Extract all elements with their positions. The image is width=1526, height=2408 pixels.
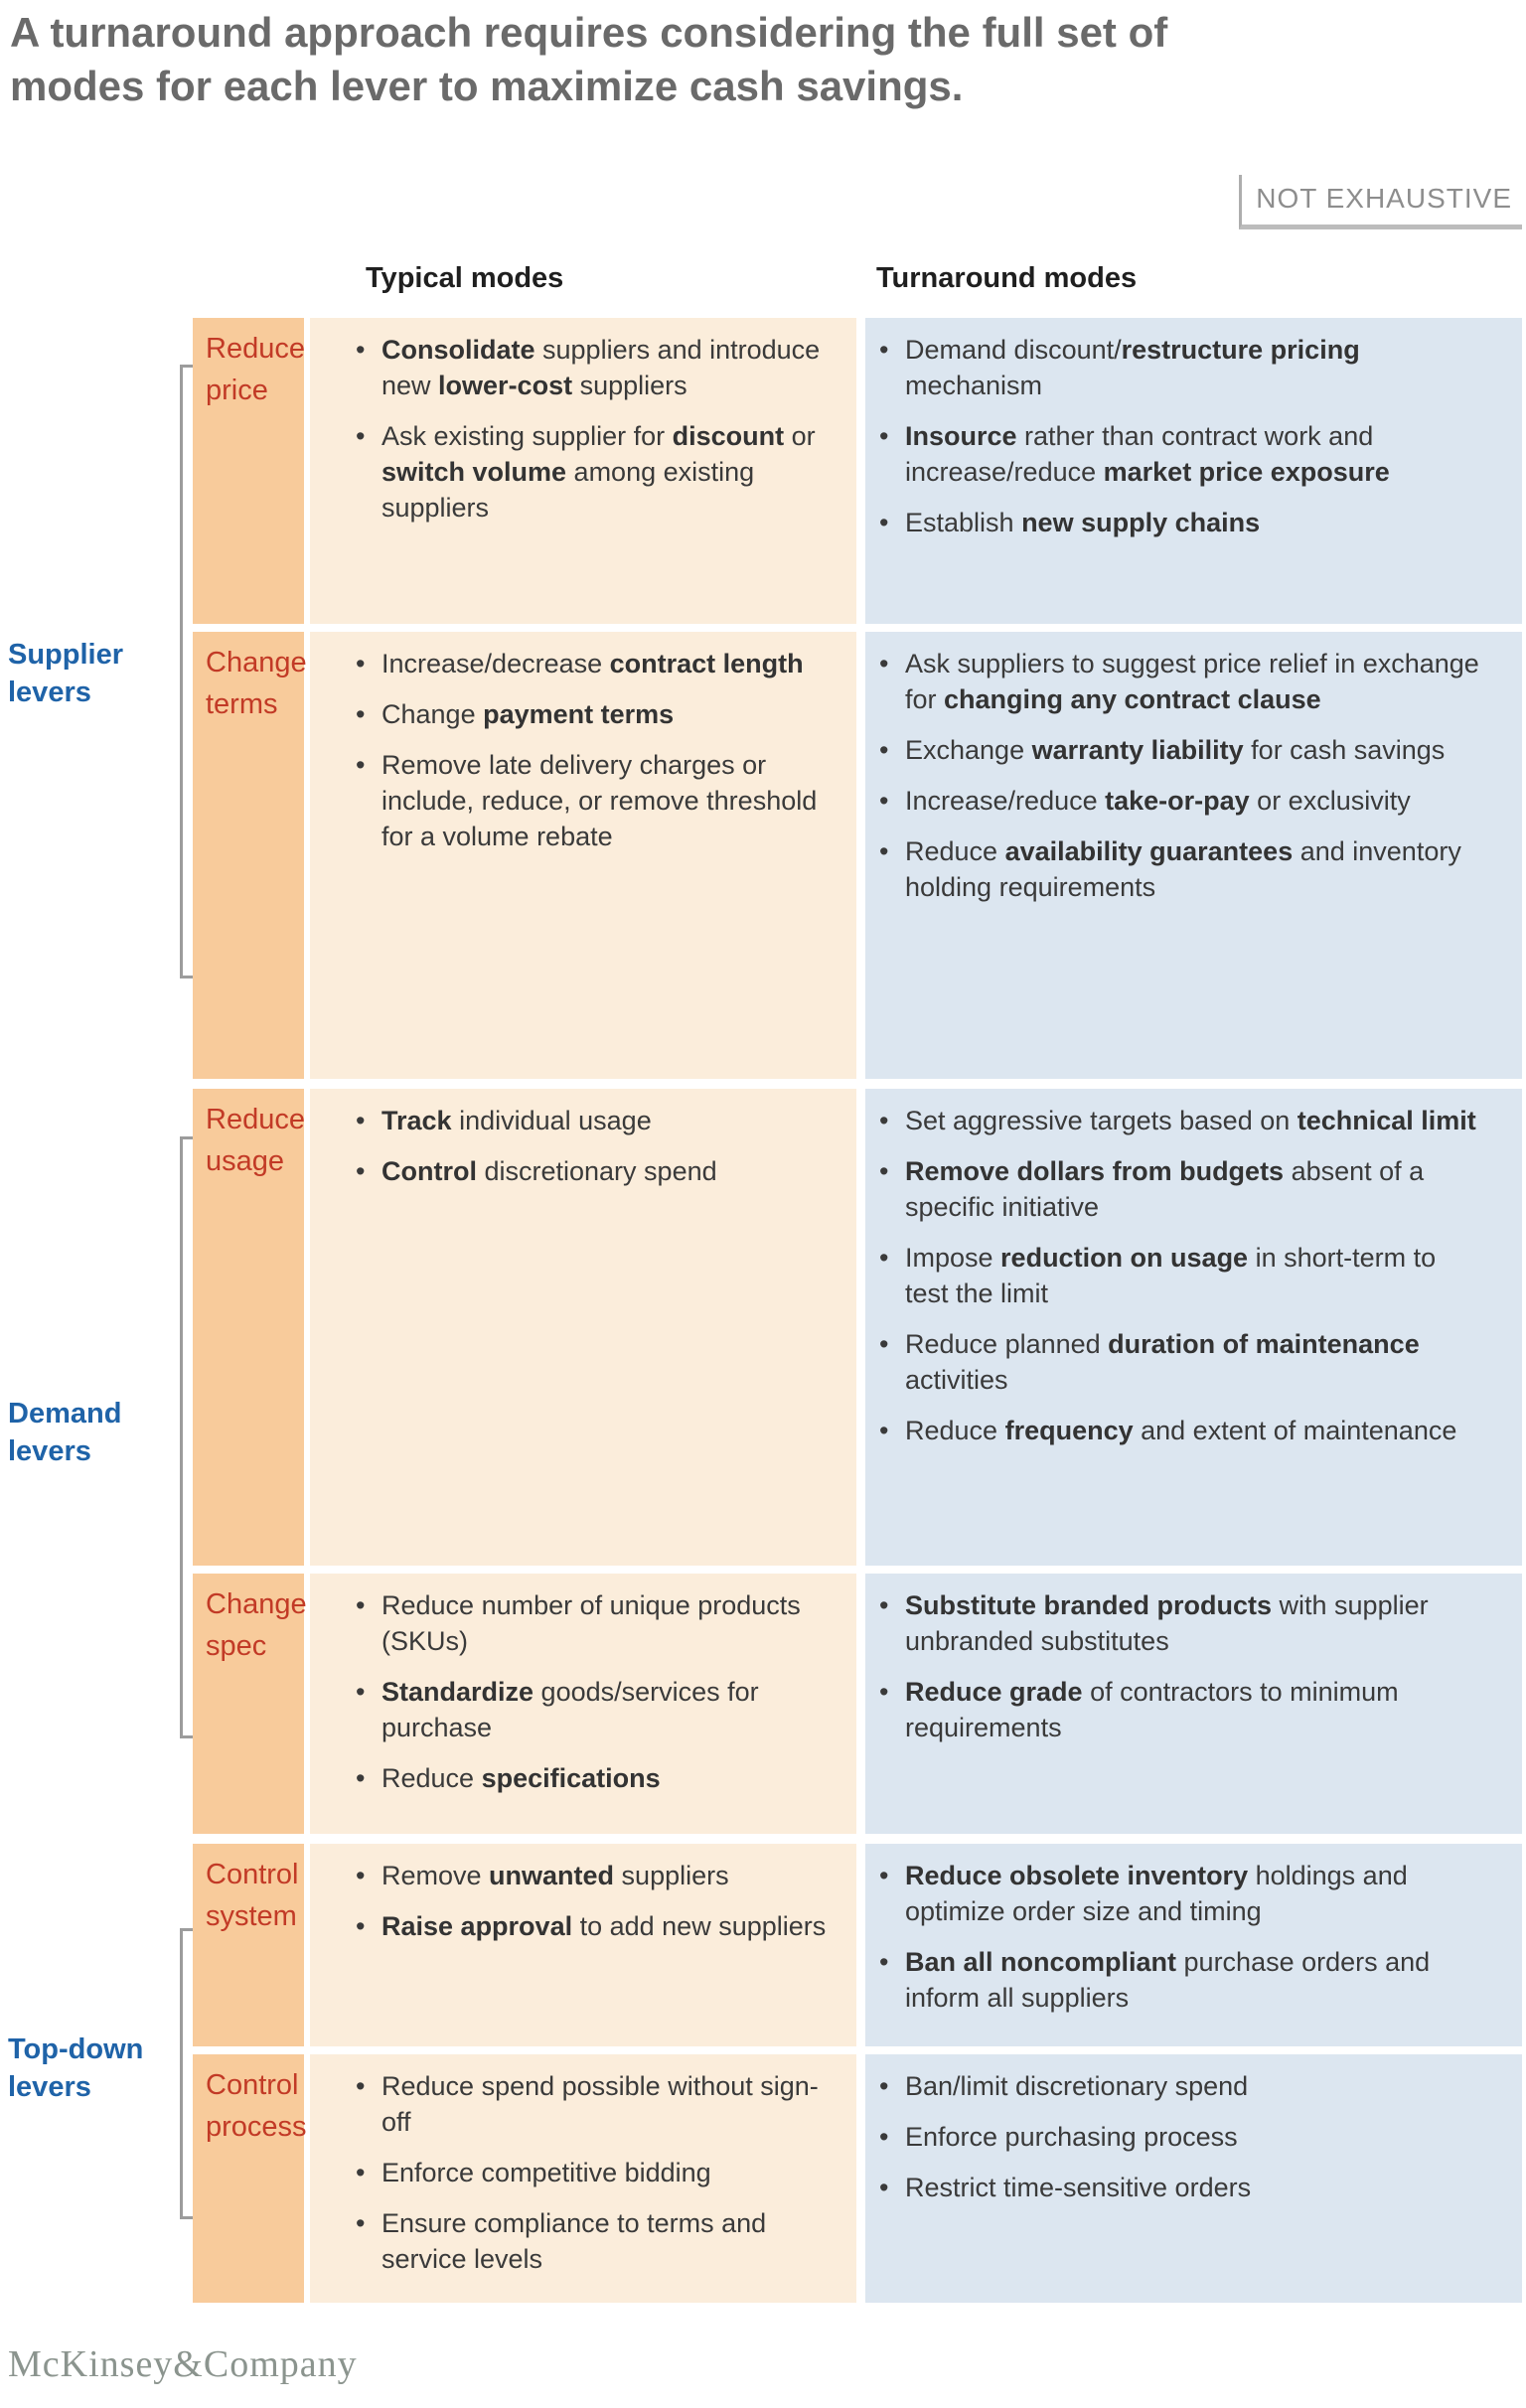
- bullet-item: [879, 1103, 1484, 1138]
- bullet-icon: •: [356, 1106, 366, 1135]
- turnaround-cell-reduce-usage: [865, 1089, 1522, 1566]
- bullet-icon: •: [356, 1156, 366, 1186]
- bullet-icon: •: [879, 2071, 889, 2101]
- bullet-icon: •: [879, 1590, 889, 1620]
- bullet-item: [356, 1153, 829, 1189]
- bullet-item: [356, 1908, 829, 1944]
- bullet-icon: •: [879, 421, 889, 451]
- bullet-text: Demand discount/restructure pricing mechanism: [905, 335, 1360, 400]
- bullet-icon: •: [879, 735, 889, 765]
- bullet-text: Increase/reduce take-or-pay or exclusivity: [905, 786, 1411, 816]
- bullet-text: Track individual usage: [382, 1106, 652, 1135]
- bullet-item: [356, 646, 829, 681]
- bullet-text: Reduce grade of contractors to minimum requirements: [905, 1677, 1399, 1742]
- bullet-item: [879, 646, 1484, 717]
- bullet-item: [356, 2068, 829, 2140]
- bullet-icon: •: [356, 1861, 366, 1890]
- bullet-item: [879, 418, 1484, 490]
- exhibit-title: A turnaround approach requires considering the full set of modes for each lever to maximize cash savings.: [10, 9, 1168, 109]
- lever-box-change-terms: Change terms: [193, 632, 304, 1079]
- bullet-icon: •: [879, 649, 889, 678]
- bullet-text: Reduce availability guarantees and inventory holding requirements: [905, 836, 1461, 902]
- bullet-text: Impose reduction on usage in short-term to test the limit: [905, 1243, 1437, 1308]
- typical-cell-reduce-price: [310, 318, 856, 624]
- bullet-text: Enforce competitive bidding: [382, 2158, 711, 2187]
- bullet-text: Change payment terms: [382, 699, 675, 729]
- bullet-text: Ensure compliance to terms and service levels: [382, 2208, 767, 2274]
- bullet-text: Ban all noncompliant purchase orders and inform all suppliers: [905, 1947, 1431, 2013]
- bullet-icon: •: [356, 421, 366, 451]
- bullet-icon: •: [879, 836, 889, 866]
- bullet-text: Ban/limit discretionary spend: [905, 2071, 1249, 2101]
- bullet-text: Reduce specifications: [382, 1763, 661, 1793]
- bullet-icon: •: [879, 786, 889, 816]
- bullet-icon: •: [879, 2122, 889, 2152]
- bullet-icon: •: [356, 2208, 366, 2238]
- bullet-text: Ask existing supplier for discount or switch volume among existing suppliers: [382, 421, 816, 523]
- bullet-item: [879, 2068, 1484, 2104]
- bullet-icon: •: [356, 649, 366, 678]
- bullet-text: Control discretionary spend: [382, 1156, 717, 1186]
- bullet-icon: •: [356, 2158, 366, 2187]
- group-label-demand-levers: Demand levers: [8, 1398, 122, 1467]
- bullet-icon: •: [879, 1156, 889, 1186]
- bullet-text: Enforce purchasing process: [905, 2122, 1238, 2152]
- mckinsey-company-logo: McKinsey&Company: [8, 2343, 358, 2385]
- bullet-text: Reduce obsolete inventory holdings and optimize order size and timing: [905, 1861, 1408, 1926]
- bullet-item: [879, 2119, 1484, 2155]
- typical-cell-reduce-usage: [310, 1089, 856, 1566]
- lever-box-control-process: Control process: [193, 2054, 304, 2303]
- column-header-typical: Typical modes: [366, 262, 564, 294]
- bullet-text: Consolidate suppliers and introduce new lower-cost suppliers: [382, 335, 821, 400]
- bullet-text: Raise approval to add new suppliers: [382, 1911, 827, 1941]
- bullet-text: Remove late delivery charges or include, reduce, or remove threshold for a volume rebate: [382, 750, 818, 851]
- bullet-text: Establish new supply chains: [905, 508, 1261, 537]
- bullet-icon: •: [879, 1947, 889, 1977]
- bullet-text: Remove unwanted suppliers: [382, 1861, 729, 1890]
- lever-box-reduce-price: Reduce price: [193, 318, 304, 624]
- bullet-item: [356, 1103, 829, 1138]
- bullet-text: Increase/decrease contract length: [382, 649, 804, 678]
- bullet-item: [356, 332, 829, 403]
- bullet-icon: •: [879, 2173, 889, 2202]
- bullet-text: Ask suppliers to suggest price relief in exchange for changing any contract clause: [905, 649, 1479, 714]
- turnaround-cell-change-spec: [865, 1574, 1522, 1834]
- bullet-icon: •: [356, 1590, 366, 1620]
- bullet-icon: •: [879, 1243, 889, 1273]
- bullet-item: [879, 1153, 1484, 1225]
- bullet-icon: •: [879, 335, 889, 365]
- bullet-item: [879, 732, 1484, 768]
- bullet-icon: •: [356, 699, 366, 729]
- typical-cell-control-system: [310, 1844, 856, 2046]
- typical-cell-change-terms: [310, 632, 856, 1079]
- lever-box-control-system: Control system: [193, 1844, 304, 2046]
- bullet-item: [879, 332, 1484, 403]
- bullet-item: [356, 1760, 829, 1796]
- bullet-item: [356, 2155, 829, 2190]
- bullet-item: [879, 505, 1484, 540]
- bullet-item: [356, 747, 829, 854]
- turnaround-cell-reduce-price: [865, 318, 1522, 624]
- bullet-item: [879, 1240, 1484, 1311]
- group-label-supplier-levers: Supplier levers: [8, 639, 124, 708]
- bullet-icon: •: [879, 1677, 889, 1707]
- bullet-item: [879, 1587, 1484, 1659]
- bullet-text: Remove dollars from budgets absent of a specific initiative: [905, 1156, 1425, 1222]
- bullet-icon: •: [356, 750, 366, 780]
- bullet-text: Reduce frequency and extent of maintenance: [905, 1416, 1457, 1445]
- bullet-text: Reduce number of unique products (SKUs): [382, 1590, 801, 1656]
- bullet-icon: •: [879, 1416, 889, 1445]
- bullet-text: Standardize goods/services for purchase: [382, 1677, 759, 1742]
- bullet-text: Substitute branded products with supplier unbranded substitutes: [905, 1590, 1429, 1656]
- bullet-item: [879, 1944, 1484, 2016]
- bullet-text: Insource rather than contract work and increase/reduce market price exposure: [905, 421, 1390, 487]
- bullet-icon: •: [356, 2071, 366, 2101]
- typical-cell-control-process: [310, 2054, 856, 2303]
- bullet-text: Exchange warranty liability for cash savings: [905, 735, 1446, 765]
- bullet-item: [356, 1674, 829, 1745]
- group-label-top-down-levers: Top-down levers: [8, 2033, 144, 2103]
- bullet-text: Set aggressive targets based on technical limit: [905, 1106, 1476, 1135]
- bullet-item: [356, 1858, 829, 1893]
- bullet-icon: •: [879, 1106, 889, 1135]
- bullet-icon: •: [879, 1329, 889, 1359]
- bullet-item: [356, 2205, 829, 2277]
- bullet-text: Restrict time-sensitive orders: [905, 2173, 1252, 2202]
- turnaround-cell-control-system: [865, 1844, 1522, 2046]
- bullet-text: Reduce spend possible without sign-off: [382, 2071, 819, 2137]
- bullet-item: [879, 783, 1484, 819]
- bullet-icon: •: [879, 1861, 889, 1890]
- lever-box-change-spec: Change spec: [193, 1574, 304, 1834]
- bullet-item: [879, 1326, 1484, 1398]
- bullet-item: [879, 1858, 1484, 1929]
- column-header-turnaround: Turnaround modes: [876, 262, 1138, 294]
- bullet-text: Reduce planned duration of maintenance activities: [905, 1329, 1420, 1395]
- bullet-item: [356, 696, 829, 732]
- bullet-item: [879, 833, 1484, 905]
- bullet-icon: •: [879, 508, 889, 537]
- bullet-item: [356, 418, 829, 526]
- bullet-item: [879, 1413, 1484, 1448]
- turnaround-cell-control-process: [865, 2054, 1522, 2303]
- typical-cell-change-spec: [310, 1574, 856, 1834]
- bullet-icon: •: [356, 1911, 366, 1941]
- bullet-item: [356, 1587, 829, 1659]
- not-exhaustive-tag: NOT EXHAUSTIVE: [1239, 175, 1522, 229]
- bullet-icon: •: [356, 1763, 366, 1793]
- bullet-item: [879, 1674, 1484, 1745]
- lever-box-reduce-usage: Reduce usage: [193, 1089, 304, 1566]
- bullet-icon: •: [356, 335, 366, 365]
- turnaround-cell-change-terms: [865, 632, 1522, 1079]
- bullet-item: [879, 2170, 1484, 2205]
- bullet-icon: •: [356, 1677, 366, 1707]
